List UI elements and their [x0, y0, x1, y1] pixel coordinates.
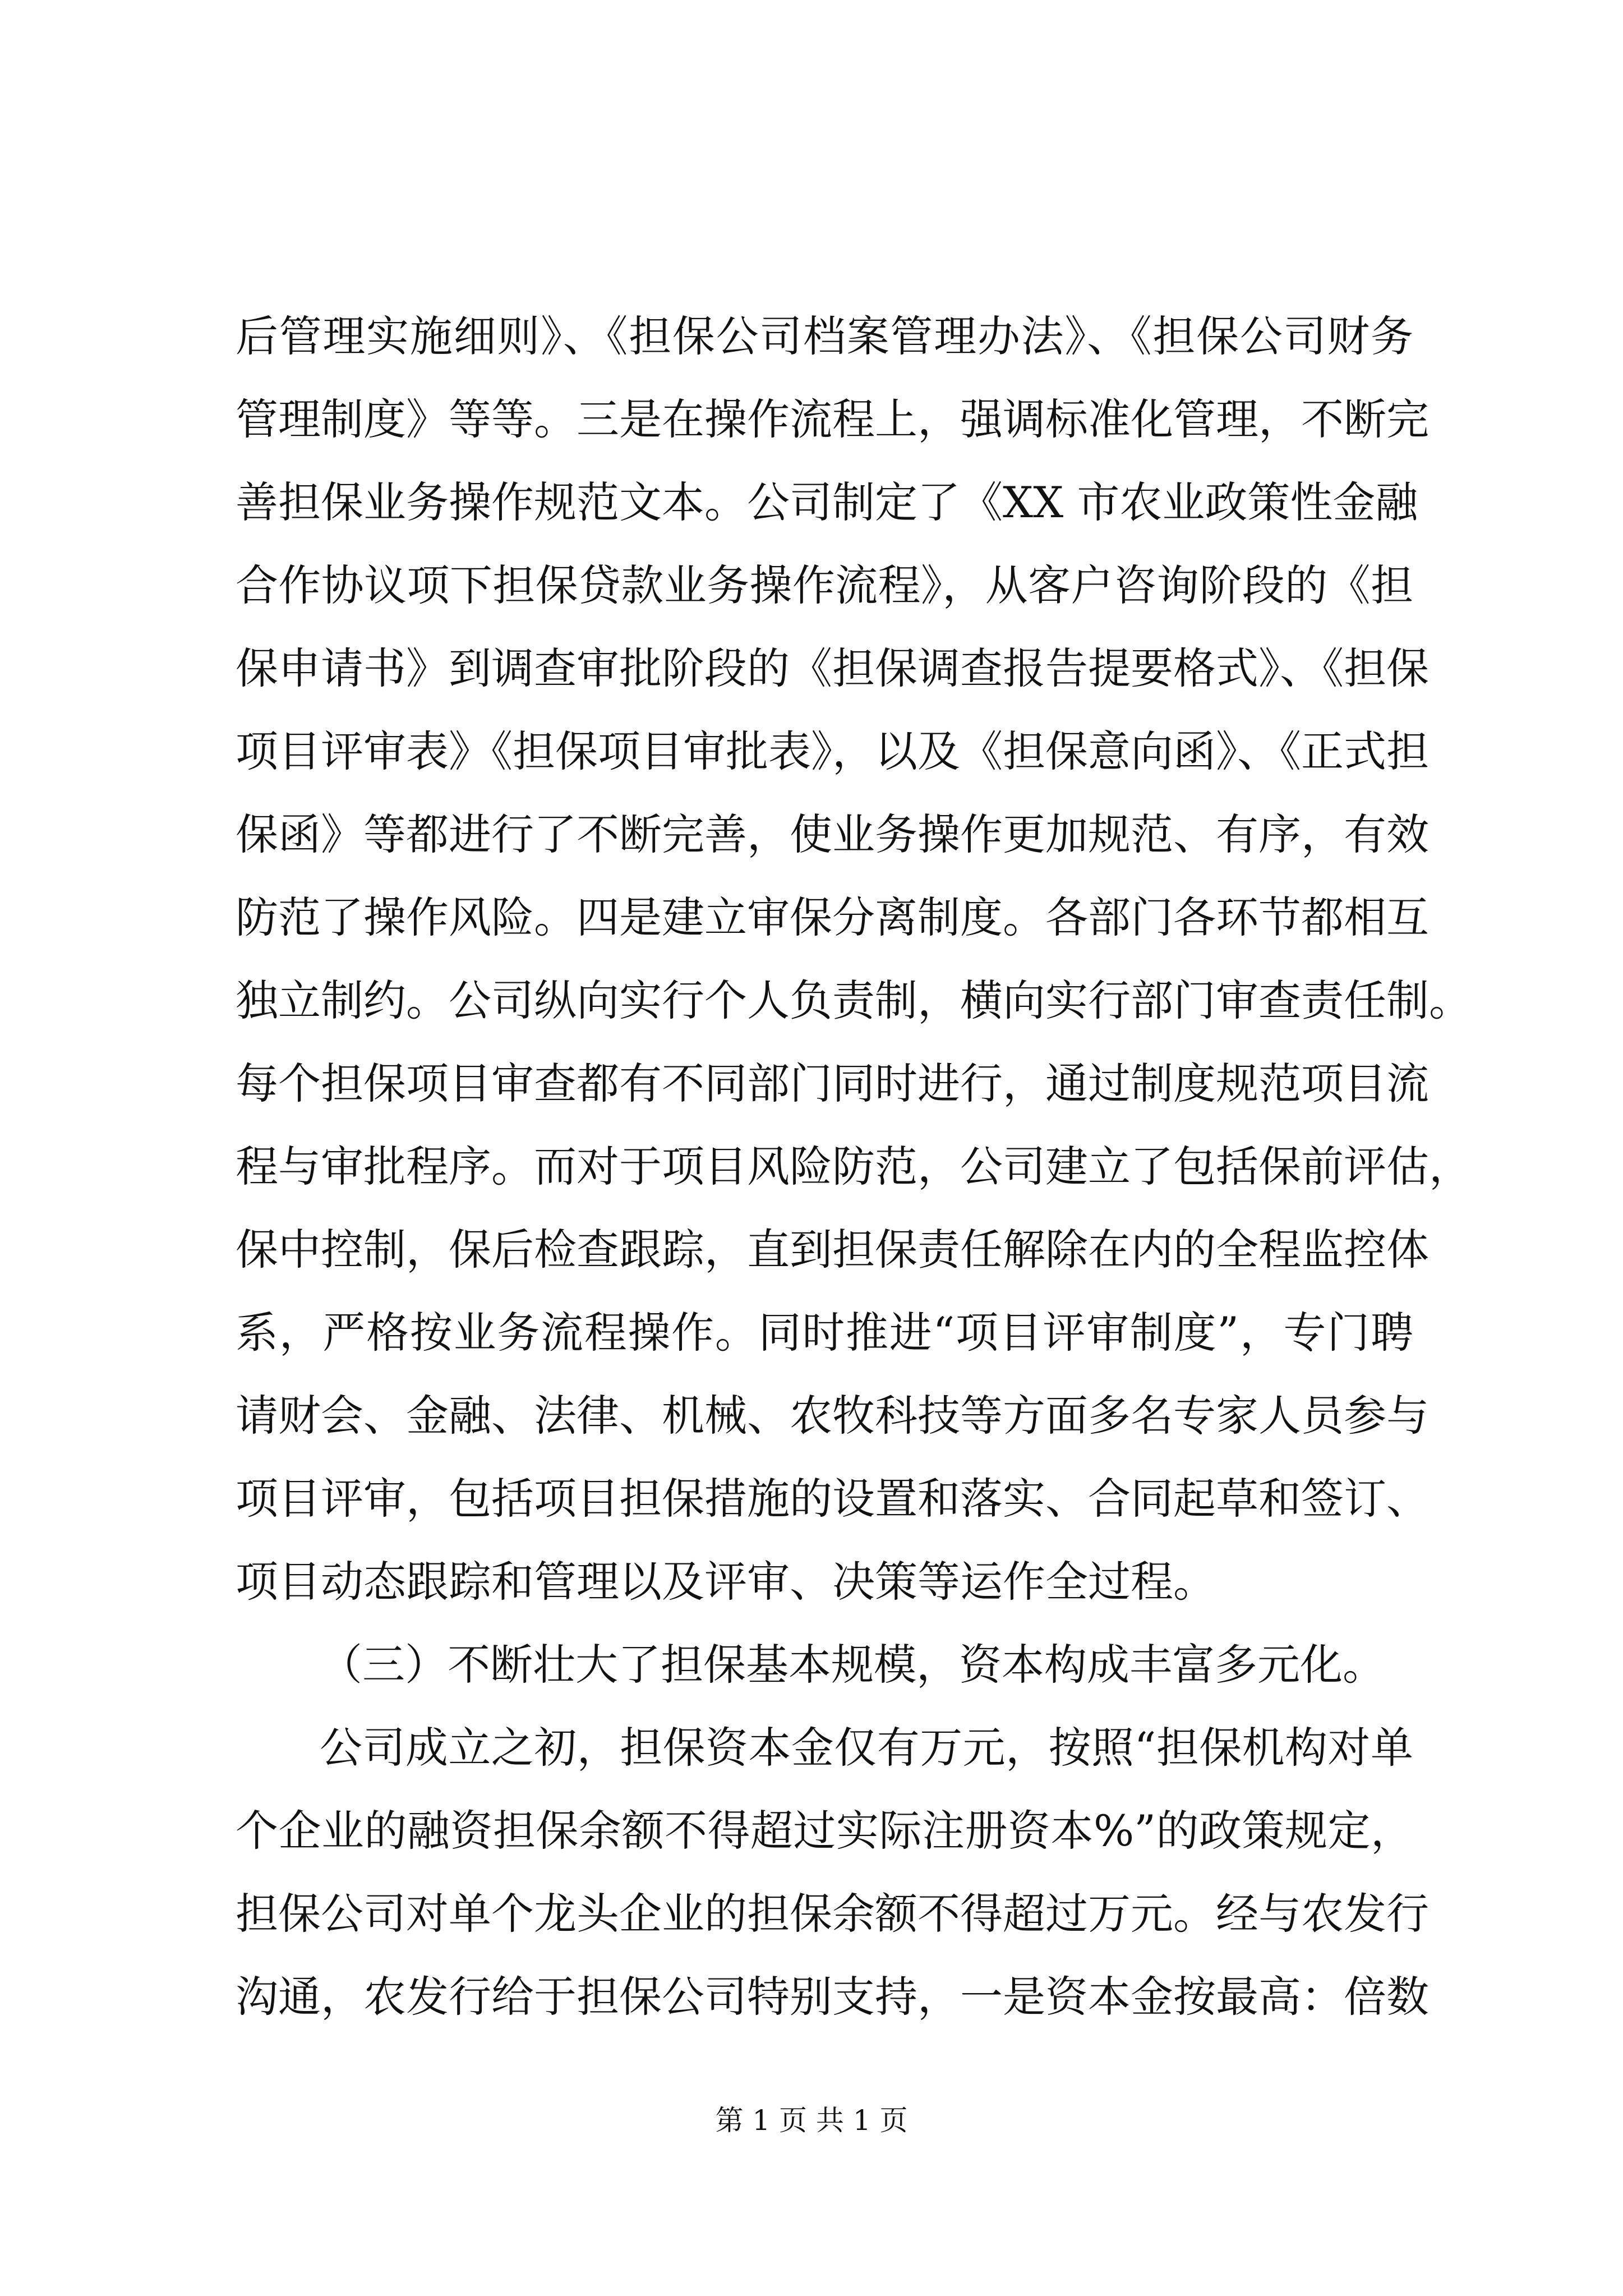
- text-line: 保中控制，保后检查跟踪，直到担保责任解除在内的全程监控体: [236, 1225, 1429, 1274]
- text-line: 防范了操作风险。四是建立审保分离制度。各部门各环节都相互: [236, 892, 1429, 942]
- text-line: 后管理实施细则》、《担保公司档案管理办法》、《担保公司财务: [236, 311, 1413, 361]
- text-line: 系，严格按业务流程操作。同时推进“项目评审制度”，专门聘: [236, 1308, 1413, 1358]
- text-line: 项目动态跟踪和管理以及评审、决策等运作全过程。: [236, 1557, 1216, 1607]
- text-line: 沟通，农发行给于担保公司特别支持，一是资本金按最高：倍数: [236, 1972, 1429, 2022]
- text-line: 独立制约。公司纵向实行个人负责制，横向实行部门审查责任制。: [236, 976, 1472, 1025]
- text-line: 善担保业务操作规范文本。公司制定了《XX 市农业政策性金融: [236, 477, 1418, 527]
- text-line: 请财会、金融、法律、机械、农牧科技等方面多名专家人员参与: [236, 1391, 1429, 1441]
- text-line: 公司成立之初，担保资本金仅有万元，按照“担保机构对单: [320, 1723, 1413, 1773]
- text-line: 项目评审表》《担保项目审批表》，以及《担保意向函》、《正式担: [236, 726, 1429, 776]
- text-line: 保函》等都进行了不断完善，使业务操作更加规范、有序，有效: [236, 809, 1429, 859]
- page-footer: 第 1 页 共 1 页: [715, 2104, 908, 2137]
- text-line: 担保公司对单个龙头企业的担保余额不得超过万元。经与农发行: [236, 1889, 1429, 1939]
- text-line: 程与审批程序。而对于项目风险防范，公司建立了包括保前评估，: [236, 1142, 1472, 1191]
- section-heading: （三）不断壮大了担保基本规模，资本构成丰富多元化。: [320, 1640, 1385, 1690]
- text-line: 保申请书》到调查审批阶段的《担保调查报告提要格式》、《担保: [236, 643, 1429, 693]
- text-line: 管理制度》等等。三是在操作流程上，强调标准化管理，不断完: [236, 394, 1429, 444]
- text-line: 合作协议项下担保贷款业务操作流程》，从客户咨询阶段的《担: [236, 560, 1413, 610]
- text-line: 每个担保项目审查都有不同部门同时进行，通过制度规范项目流: [236, 1059, 1429, 1108]
- text-line: 项目评审，包括项目担保措施的设置和落实、合同起草和签订、: [236, 1474, 1429, 1524]
- text-line: 个企业的融资担保余额不得超过实际注册资本%”的政策规定，: [236, 1806, 1413, 1856]
